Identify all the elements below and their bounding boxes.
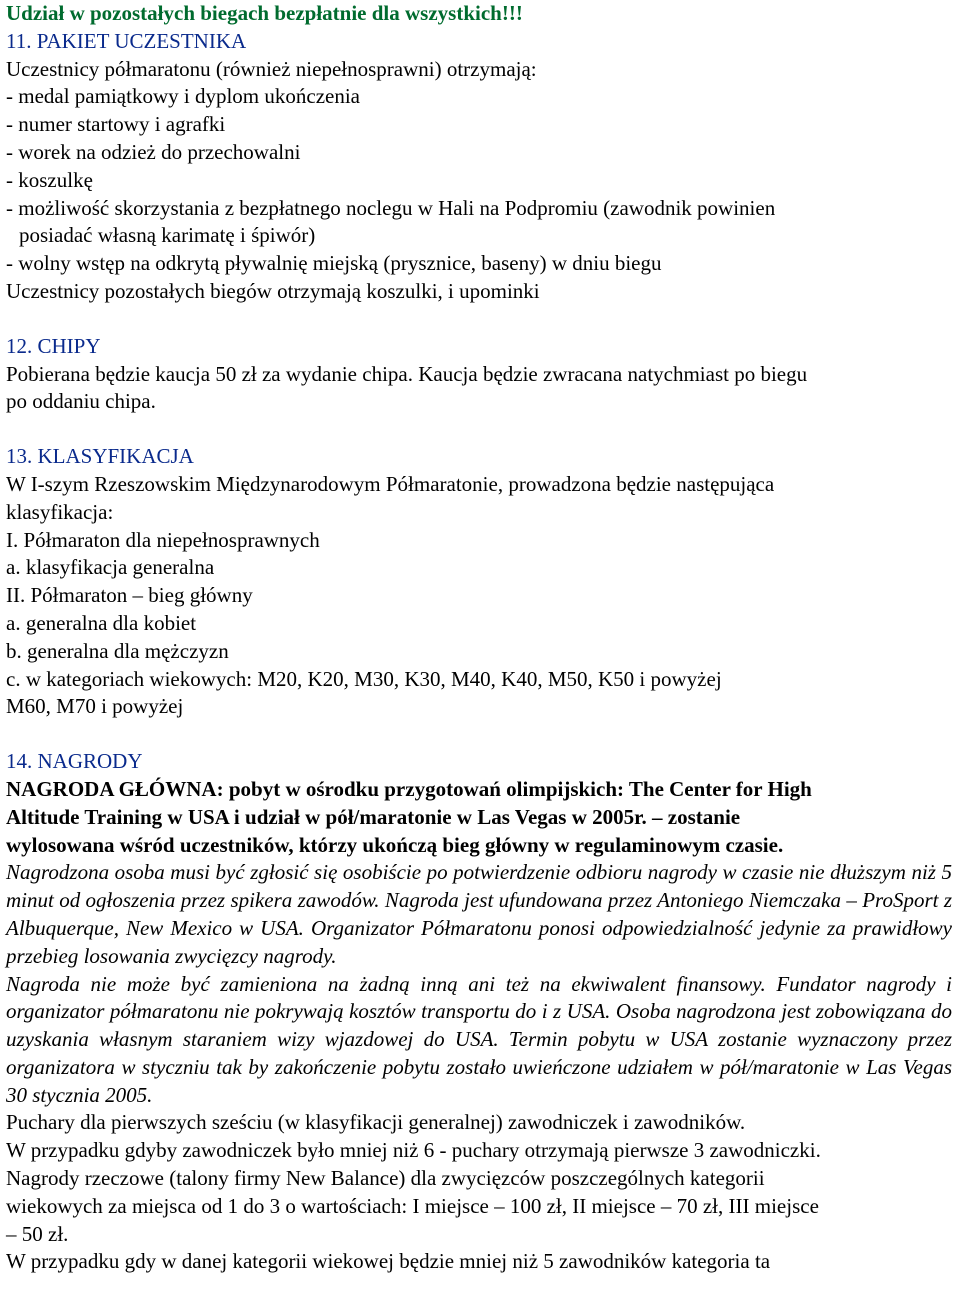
awards-line: Puchary dla pierwszych sześciu (w klasyfikacji generalnej) zawodniczek i zawodników. [6,1110,746,1135]
prize-restrictions-paragraph: Nagroda nie może być zamieniona na żadną inną ani też na ekwiwalent finansowy. Fundator nagrody i organizator półmaratonu nie pokrywają kosztów transportu do i z USA. Osoba nagrodzona jest zobowiązana do uzyskania własnym staraniem wizy wjazdowej do USA. Termin pobytu w USA zostanie wyznaczony przez organizatora w styczniu tak by zakończenie pobytu zostało uwieńczone udziałem w pół/maratonie w Las Vegas 30 stycznia 2005. [6,971,952,1107]
awards-line: – 50 zł. [6,1221,69,1246]
classification-line: a. klasyfikacja generalna [6,555,215,580]
package-item: - numer startowy i agrafki [6,112,226,137]
chip-text-line: Pobierana będzie kaucja 50 zł za wydanie chipa. Kaucja będzie zwracana natychmiast po biegu [6,361,808,386]
package-item: - wolny wstęp na odkrytą pływalnię miejską (prysznice, baseny) w dniu biegu [6,251,662,276]
awards-line: Nagrody rzeczowe (talony firmy New Balance) dla zwycięzców poszczególnych kategorii [6,1166,765,1191]
section-11-outro: Uczestnicy pozostałych biegów otrzymają koszulki, i upominki [6,278,540,303]
classification-line: a. generalna dla kobiet [6,610,197,635]
awards-line: W przypadku gdy w danej kategorii wiekowej będzie mniej niż 5 zawodników kategoria ta [6,1249,771,1274]
main-prize-line: Altitude Training w USA i udział w pół/maratonie w Las Vegas w 2005r. – zostanie [6,804,741,829]
package-item: - worek na odzież do przechowalni [6,139,301,164]
package-item: - koszulkę [6,167,93,192]
classification-line: II. Półmaraton – bieg główny [6,583,253,608]
section-11-intro: Uczestnicy półmaratonu (również niepełnosprawni) otrzymają: [6,56,537,81]
package-item-continuation: posiadać własną karimatę i śpiwór) [19,223,316,248]
classification-line: b. generalna dla mężczyzn [6,638,229,663]
classification-line: klasyfikacja: [6,499,114,524]
classification-line: I. Półmaraton dla niepełnosprawnych [6,527,320,552]
awards-line: wiekowych za miejsca od 1 do 3 o wartościach: I miejsce – 100 zł, II miejsce – 70 zł, III miejsce [6,1193,819,1218]
classification-line: M60, M70 i powyżej [6,694,184,719]
prize-conditions-paragraph: Nagrodzona osoba musi być zgłosić się osobiście po potwierdzenie odbioru nagrody w czasie nie dłuższym niż 5 minut od ogłoszenia przez spikera zawodów. Nagroda jest ufundowana przez Antoniego Niemczaka – ProSport z Albuquerque, New Mexico w USA. Organizator Półmaratonu ponosi odpowiedzialność jedynie za prawidłowy przebieg losowania zwycięzcy nagrody. [6,860,952,968]
classification-line: c. w kategoriach wiekowych: M20, K20, M30, K30, M40, K40, M50, K50 i powyżej [6,666,722,691]
section-14-heading: 14. NAGRODY [6,749,143,774]
package-item: - możliwość skorzystania z bezpłatnego noclegu w Hali na Podpromiu (zawodnik powinien [6,195,776,220]
awards-line: W przypadku gdyby zawodniczek było mniej niż 6 - puchary otrzymają pierwsze 3 zawodniczki. [6,1138,821,1163]
package-item: - medal pamiątkowy i dyplom ukończenia [6,84,360,109]
classification-line: W I-szym Rzeszowskim Międzynarodowym Półmaratonie, prowadzona będzie następująca [6,471,775,496]
main-prize-line: NAGRODA GŁÓWNA: pobyt w ośrodku przygotowań olimpijskich: The Center for High [6,776,812,801]
section-11-heading: 11. PAKIET UCZESTNIKA [6,28,247,53]
section-13-heading: 13. KLASYFIKACJA [6,444,194,469]
top-notice: Udział w pozostałych biegach bezpłatnie dla wszystkich!!! [6,1,523,25]
main-prize-line: wylosowana wśród uczestników, którzy ukończą bieg główny w regulaminowym czasie. [6,832,784,857]
chip-text-line: po oddaniu chipa. [6,389,156,414]
section-12-heading: 12. CHIPY [6,333,101,358]
